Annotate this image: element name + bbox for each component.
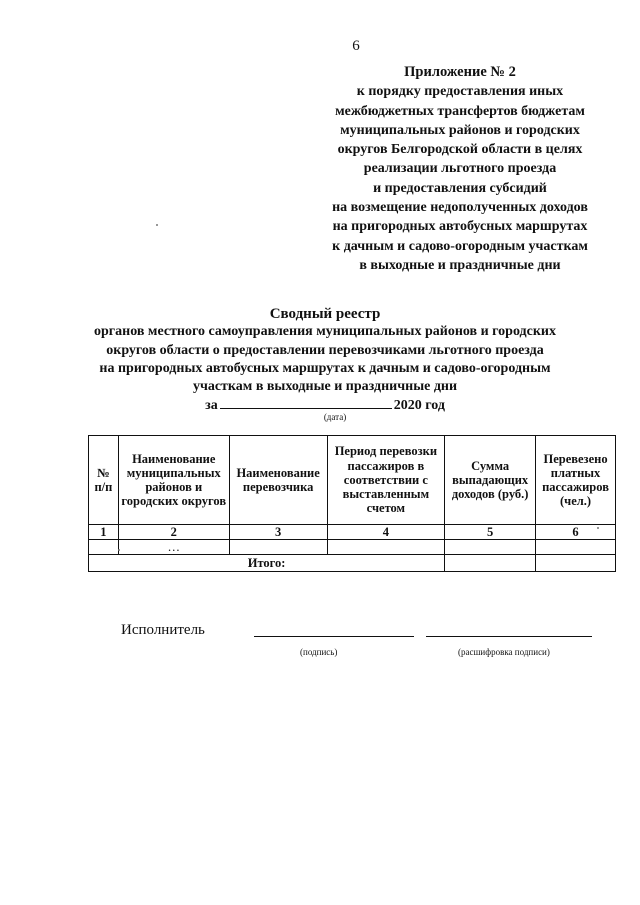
total-income-cell bbox=[445, 555, 536, 572]
signature-caption: (подпись) bbox=[300, 647, 338, 657]
date-caption: (дата) bbox=[323, 412, 347, 422]
appendix-line: округов Белгородской области в целях bbox=[337, 142, 583, 158]
scan-speck bbox=[118, 549, 120, 551]
date-blank-line bbox=[220, 396, 392, 409]
transcript-line bbox=[426, 636, 592, 637]
header-passengers: Перевезено платных пассажиров (чел.) bbox=[536, 436, 616, 525]
column-number-row bbox=[89, 525, 616, 540]
appendix-heading bbox=[305, 63, 615, 275]
column-number: 1 bbox=[89, 525, 119, 540]
appendix-line: муниципальных районов и городских bbox=[340, 122, 580, 138]
appendix-line: на пригородных автобусных маршрутах bbox=[332, 219, 588, 235]
register-line: округов области о предоставлении перевозчиками льготного проезда bbox=[106, 342, 544, 358]
total-passengers-cell bbox=[536, 555, 616, 572]
register-line: на пригородных автобусных маршрутах к дачным и садово-огородным bbox=[99, 360, 551, 376]
table-row bbox=[89, 540, 616, 555]
register-line: участкам в выходные и праздничные дни bbox=[192, 379, 458, 395]
column-number: 6 bbox=[536, 525, 616, 540]
page-number: 6 bbox=[352, 38, 360, 54]
signature-line bbox=[254, 636, 414, 637]
executor-label: Исполнитель bbox=[121, 622, 205, 638]
ellipsis-cell: … bbox=[118, 540, 229, 555]
table-cell bbox=[445, 540, 536, 555]
table-cell bbox=[89, 540, 119, 555]
appendix-line: реализации льготного проезда bbox=[363, 161, 557, 177]
table-cell bbox=[536, 540, 616, 555]
header-municipality: Наименование муниципальных районов и городских округов bbox=[118, 436, 229, 525]
appendix-line: и предоставления субсидий bbox=[373, 180, 547, 196]
column-number: 3 bbox=[229, 525, 327, 540]
appendix-line: на возмещение недополученных доходов bbox=[332, 200, 588, 216]
column-number: 2 bbox=[118, 525, 229, 540]
scan-speck bbox=[156, 224, 158, 226]
register-heading bbox=[80, 305, 570, 416]
header-income: Сумма выпадающих доходов (руб.) bbox=[445, 436, 536, 525]
year-suffix: 2020 год bbox=[393, 398, 445, 414]
scan-speck bbox=[597, 527, 599, 529]
table-header-row bbox=[89, 436, 616, 525]
total-label: Итого: bbox=[89, 555, 445, 572]
table-cell bbox=[229, 540, 327, 555]
column-number: 4 bbox=[327, 525, 445, 540]
header-number: № п/п bbox=[89, 436, 119, 525]
appendix-line: к порядку предоставления иных bbox=[356, 84, 564, 100]
appendix-line: к дачным и садово-огородным участкам bbox=[332, 238, 588, 254]
register-line: органов местного самоуправления муниципальных районов и городских bbox=[94, 324, 556, 340]
za-prefix: за bbox=[205, 398, 218, 414]
table-cell bbox=[327, 540, 445, 555]
total-row bbox=[89, 555, 616, 572]
header-period: Период перевозки пассажиров в соответствии с выставленным счетом bbox=[327, 436, 445, 525]
appendix-line: в выходные и праздничные дни bbox=[359, 257, 561, 273]
column-number: 5 bbox=[445, 525, 536, 540]
appendix-title: Приложение № 2 bbox=[404, 64, 516, 80]
transcript-caption: (расшифровка подписи) bbox=[458, 647, 550, 657]
summary-table bbox=[88, 435, 616, 572]
register-title: Сводный реестр bbox=[269, 306, 381, 322]
header-carrier: Наименование перевозчика bbox=[229, 436, 327, 525]
appendix-line: межбюджетных трансфертов бюджетам bbox=[335, 103, 585, 119]
